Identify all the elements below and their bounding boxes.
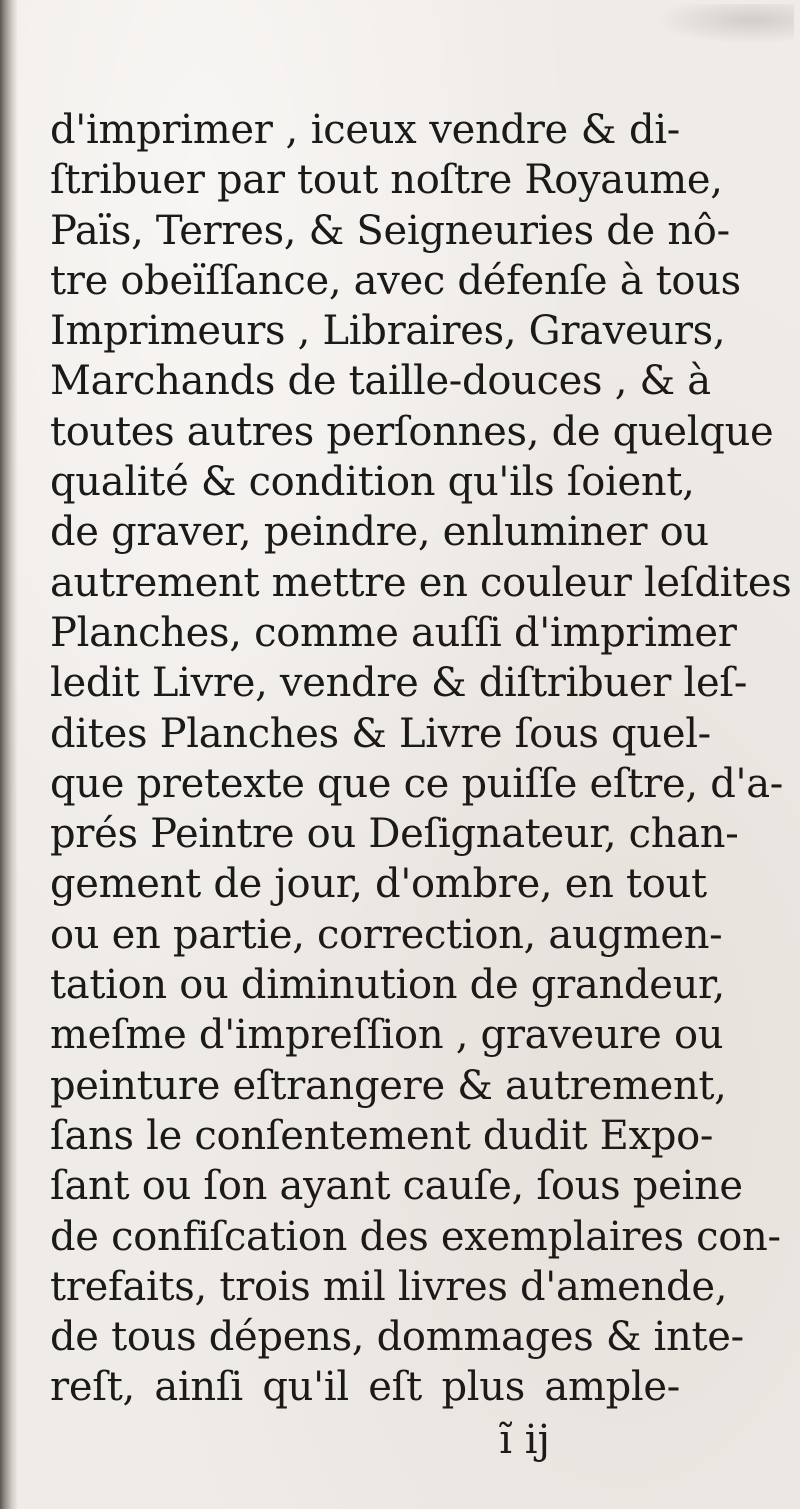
text-line: Planches, comme auſſi d'imprimer: [50, 609, 737, 656]
text-line: trefaits, trois mil livres d'amende,: [50, 1263, 728, 1310]
text-line: gement de jour, d'ombre, en tout: [50, 861, 707, 908]
paper-stain: [654, 4, 794, 44]
signature-mark: ĩ ij: [499, 1416, 550, 1463]
text-line: toutes autres perſonnes, de quelque: [50, 408, 774, 455]
binding-gutter-shadow: [0, 0, 18, 1509]
text-line: meſme d'impreſſion , graveure ou: [50, 1012, 724, 1059]
text-line: Païs, Terres, & Seigneuries de nô-: [50, 207, 730, 254]
text-line: prés Peintre ou Deſignateur, chan-: [50, 811, 739, 858]
text-line: ledit Livre, vendre & diſtribuer leſ-: [50, 660, 748, 707]
text-line: dites Planches & Livre ſous quel-: [50, 710, 711, 757]
text-line: tre obeïſſance, avec défenſe à tous: [50, 257, 741, 304]
text-line: ſtribuer par tout noſtre Royaume,: [50, 157, 723, 204]
text-line: de graver, peindre, enluminer ou: [50, 509, 709, 556]
body-text: [50, 105, 792, 1465]
text-line: ou en partie, correction, augmen-: [50, 911, 723, 958]
text-line: que pretexte que ce puiſſe eſtre, d'a-: [50, 760, 783, 807]
text-line: autrement mettre en couleur leſdites: [50, 559, 792, 606]
text-line: ſant ou ſon ayant cauſe, ſous peine: [50, 1163, 743, 1210]
text-line: Imprimeurs , Libraires, Graveurs,: [50, 308, 726, 355]
text-line: peinture eſtrangere & autrement,: [50, 1062, 727, 1109]
text-line: tation ou diminution de grandeur,: [50, 962, 725, 1009]
text-line: Marchands de taille-douces , & à: [50, 358, 711, 405]
text-line: d'imprimer , iceux vendre & di-: [50, 107, 680, 153]
text-line: qualité & condition qu'ils ſoient,: [50, 459, 695, 506]
text-line: de tous dépens, dommages & inte-: [50, 1314, 744, 1361]
text-line: ſans le conſentement dudit Expo-: [50, 1112, 714, 1159]
text-line: de confiſcation des exemplaires con-: [50, 1213, 781, 1260]
text-line: reſt, ainſi qu'il eſt plus ample-: [50, 1364, 680, 1411]
